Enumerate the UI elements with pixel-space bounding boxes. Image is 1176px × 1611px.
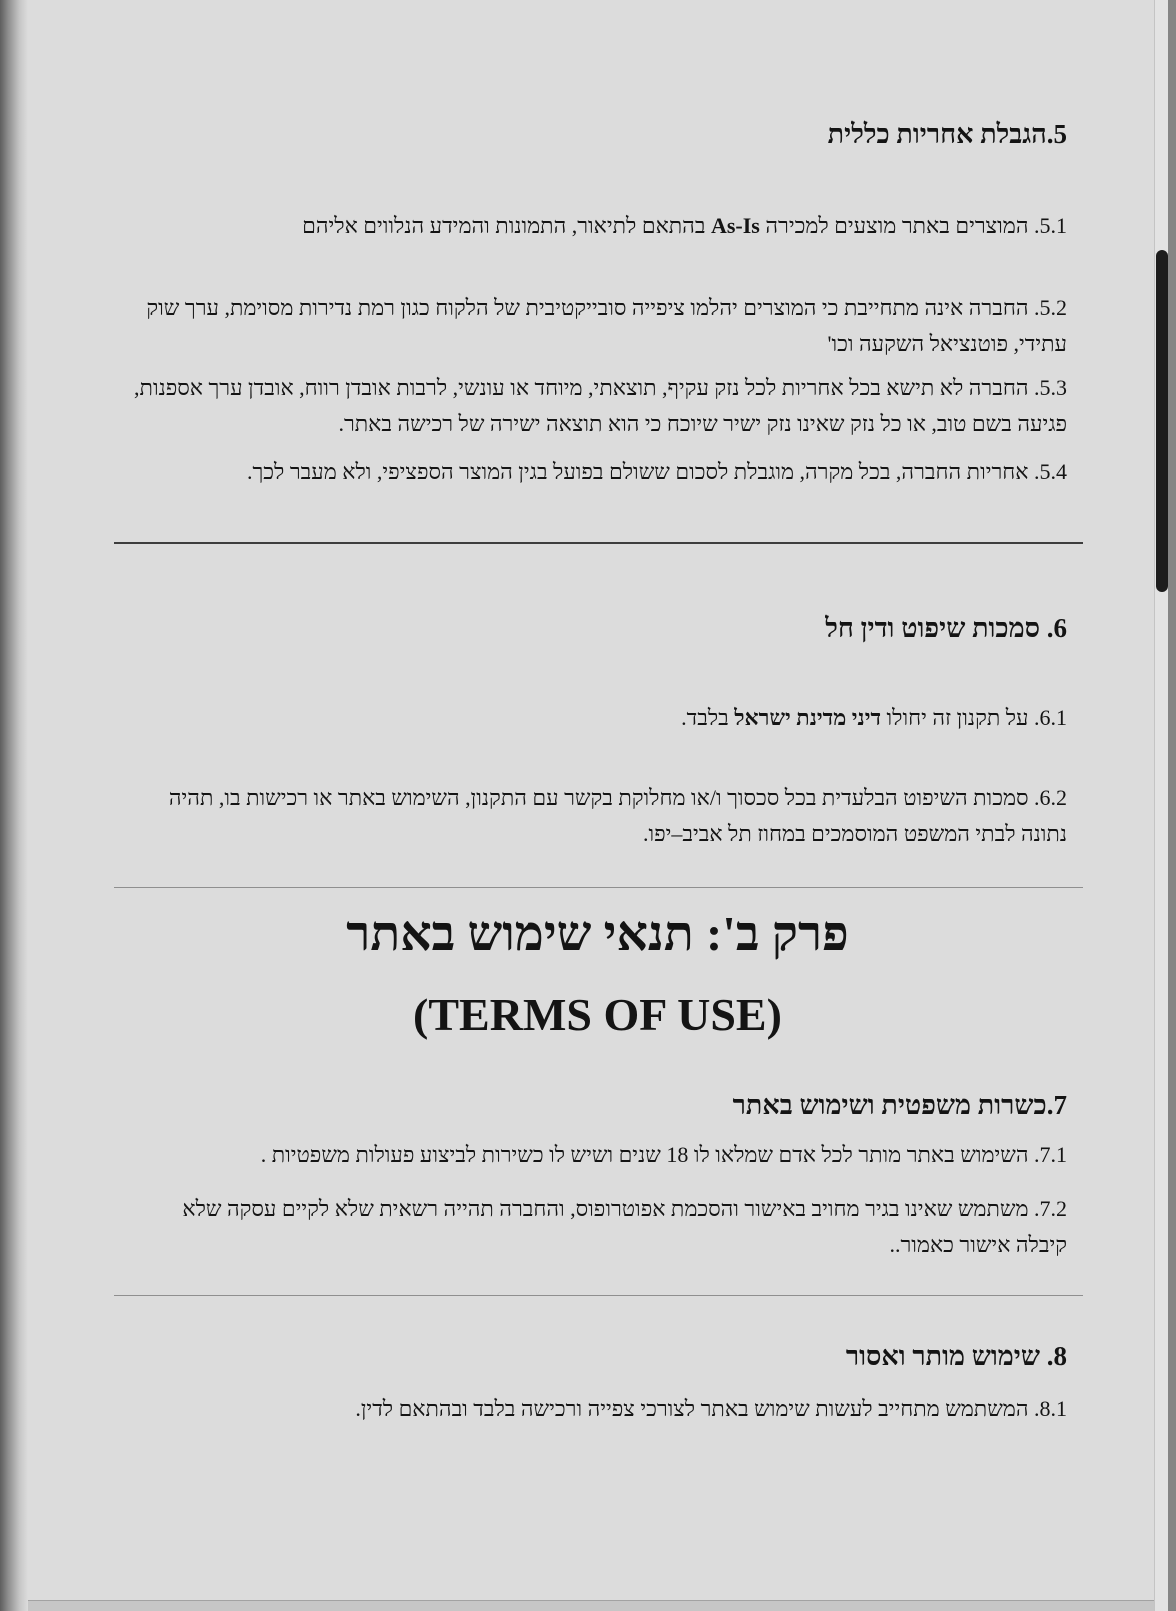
clause-5-1-text: 5.1. המוצרים באתר מוצעים למכירה	[759, 212, 1067, 238]
section-5-heading: 5.הגבלת אחריות כללית	[827, 119, 1067, 149]
chapter-title-english: (TERMS OF USE)	[413, 989, 782, 1041]
clause-5-1-bold-as-is: As-Is	[710, 212, 760, 238]
clause-7-1: 7.1. השימוש באתר מותר לכל אדם שמלאו לו 18 שנים ושיש לו כשירות לביצוע פעולות משפטיות .	[260, 1141, 1067, 1167]
section-divider-light-1	[114, 887, 1083, 888]
page-bottom-edge	[28, 1600, 1168, 1611]
section-divider-dark	[114, 542, 1083, 544]
clause-6-1-bold-israel-law: דיני מדינת ישראל	[734, 704, 882, 730]
clause-5-1	[128, 208, 1067, 244]
clause-5-3: 5.3. החברה לא תישא בכל אחריות לכל נזק עקיף, תוצאתי, מיוחד או עונשי, לרבות אובדן רווח, אובדן ערך אספנות, פגיעה בשם טוב, או כל נזק שאינו נזק ישיר שיוכח כי הוא תוצאה ישירה של רכישה באתר.	[134, 374, 1067, 436]
section-8-heading: 8. שימוש מותר ואסור	[845, 1340, 1067, 1371]
clause-5-2: 5.2. החברה אינה מתחייבת כי המוצרים יהלמו ציפייה סובייקטיבית של הלקוח כגון רמת נדירות מסוימת, ערך שוק עתידי, פוטנציאל השקעה וכו'	[146, 294, 1067, 356]
vertical-scrollbar-thumb[interactable]	[1156, 250, 1168, 592]
clause-8-1: 8.1. המשתמש מתחייב לעשות שימוש באתר לצורכי צפייה ורכישה בלבד ובהתאם לדין.	[355, 1396, 1067, 1422]
window-right-border	[1168, 0, 1176, 1611]
clause-6-1-text-after: בלבד.	[681, 704, 735, 730]
section-6-heading: 6. סמכות שיפוט ודין חל	[825, 612, 1067, 643]
section-7-heading: 7.כשרות משפטית ושימוש באתר	[732, 1089, 1067, 1120]
section-divider-light-2	[114, 1295, 1083, 1296]
page-left-shadow	[0, 0, 28, 1611]
clause-5-4: 5.4. אחריות החברה, בכל מקרה, מוגבלת לסכום ששולם בפועל בגין המוצר הספציפי, ולא מעבר לכך.	[246, 458, 1067, 484]
document-page	[28, 0, 1155, 1601]
clause-5-1-text-after: בהתאם לתיאור, התמונות והמידע הנלווים אליהם	[302, 212, 711, 238]
clause-6-2: 6.2. סמכות השיפוט הבלעדית בכל סכסוך ו/או מחלוקת בקשר עם התקנון, השימוש באתר או רכישות בו, תהיה נתונה לבתי המשפט המוסמכים במחוז תל אביב–יפו.	[168, 784, 1067, 846]
vertical-scrollbar-track[interactable]	[1154, 0, 1168, 1611]
clause-6-1	[128, 700, 1067, 736]
clause-7-2: 7.2. משתמש שאינו בגיר מחויב באישור והסכמת אפוטרופוס, והחברה תהייה רשאית שלא לקיים עסקה שלא קיבלה אישור כאמור..	[182, 1195, 1067, 1257]
clause-6-1-text: 6.1. על תקנון זה יחולו	[881, 704, 1067, 730]
chapter-title-hebrew: פרק ב': תנאי שימוש באתר	[346, 905, 849, 961]
